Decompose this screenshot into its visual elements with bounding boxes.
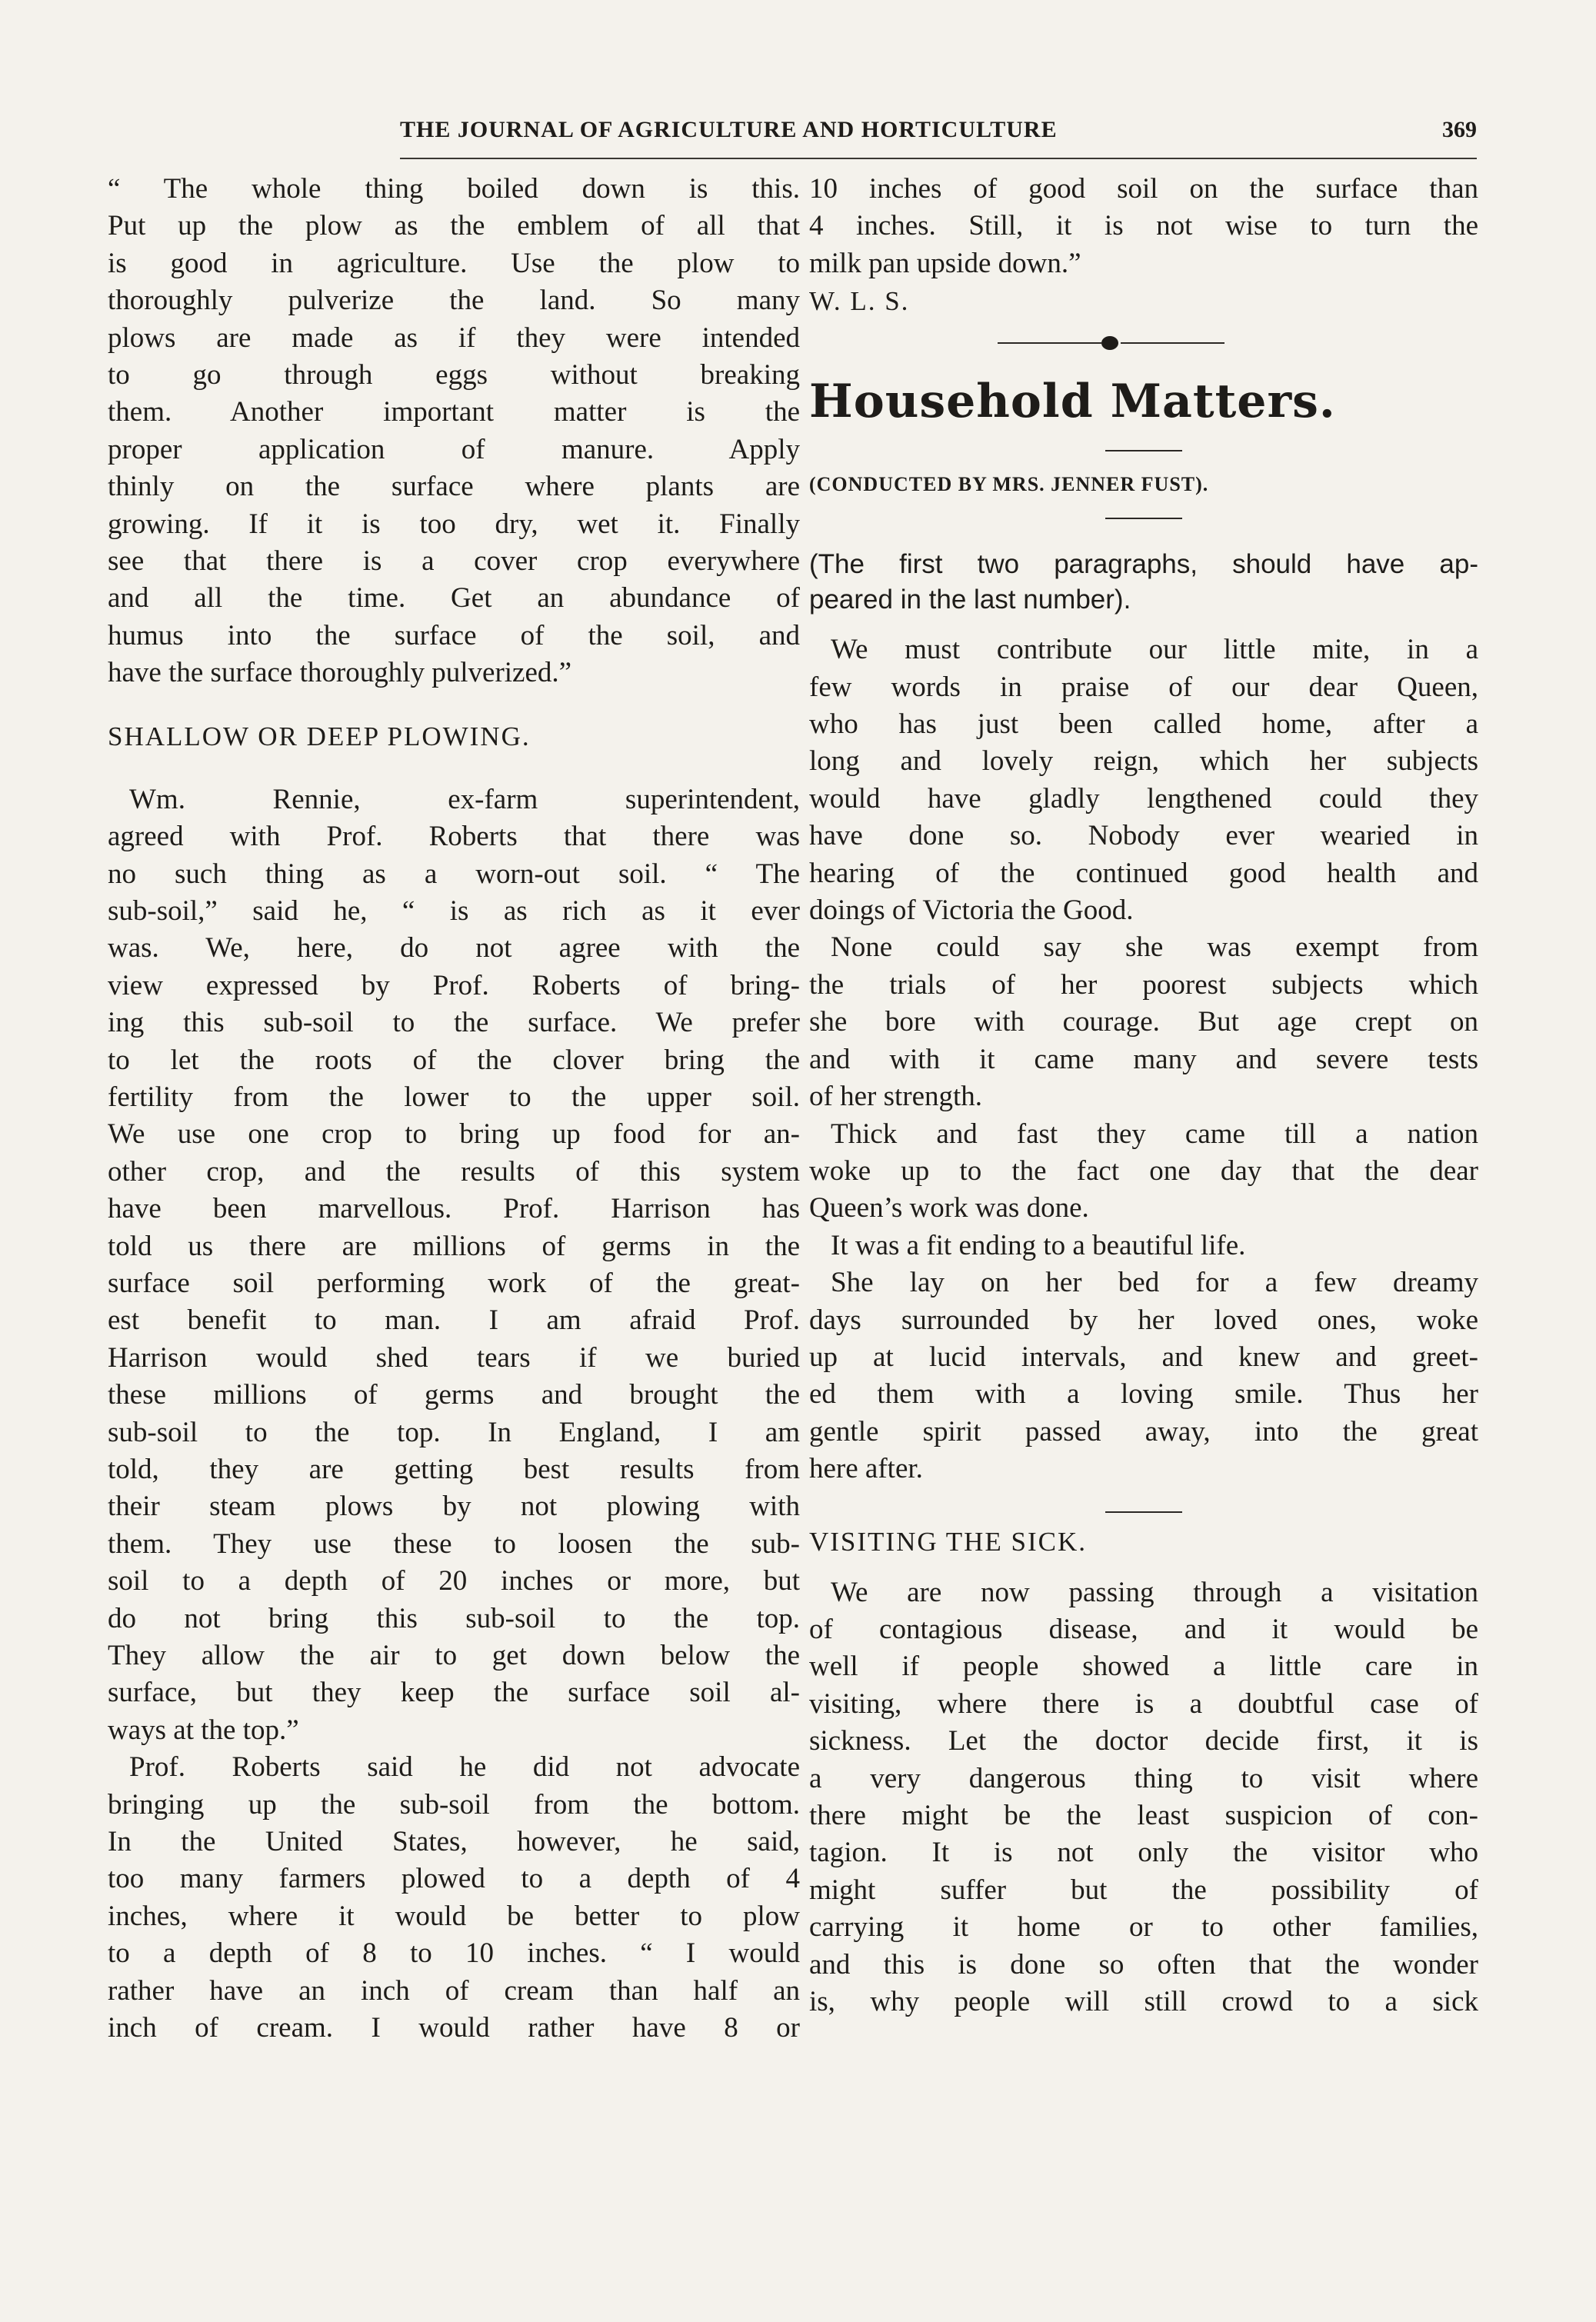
text-line: None could say she was exempt from	[831, 931, 1478, 964]
text-line: surface soil performing work of the great-	[108, 1267, 800, 1299]
text-line: (The first two paragraphs, should have ap-	[809, 549, 1478, 580]
text-line: is good in agriculture. Use the plow to	[108, 247, 800, 279]
text-line: have done so. Nobody ever wearied in	[809, 820, 1478, 852]
text-line: she bore with courage. But age crept on	[809, 1006, 1478, 1038]
text-line: “ The whole thing boiled down is this.	[108, 173, 800, 205]
text-line: might suffer but the possibility of	[809, 1874, 1478, 1906]
rennie-paragraph	[108, 781, 800, 1750]
conducted-by: (CONDUCTED BY MRS. JENNER FUST).	[809, 473, 1209, 496]
text-line: In the United States, however, he said,	[108, 1826, 800, 1858]
text-line: Wm. Rennie, ex-farm superintendent,	[129, 783, 800, 815]
text-line: of her strength.	[809, 1081, 983, 1113]
left-column	[108, 171, 800, 2047]
text-line: agreed with Prof. Roberts that there was	[108, 821, 800, 853]
text-line: We use one crop to bring up food for an-	[108, 1118, 800, 1151]
text-line: no such thing as a worn-out soil. “ The	[108, 858, 800, 890]
text-line: Prof. Roberts said he did not advocate	[129, 1751, 800, 1784]
queen-paragraph-1	[809, 631, 1478, 929]
text-line: proper application of manure. Apply	[108, 433, 800, 465]
text-line: doings of Victoria the Good.	[809, 894, 1134, 927]
text-line: a very dangerous thing to visit where	[809, 1762, 1478, 1794]
text-line: see that there is a cover crop everywhere	[108, 545, 800, 578]
section-heading-shallow-deep-plowing: SHALLOW OR DEEP PLOWING.	[108, 721, 531, 751]
queen-paragraph-4	[809, 1228, 1478, 1264]
text-line: tagion. It is not only the visitor who	[809, 1837, 1478, 1869]
text-line: thinly on the surface where plants are	[108, 471, 800, 503]
text-line: gentle spirit passed away, into the great	[809, 1415, 1478, 1448]
queen-paragraph-5	[809, 1264, 1478, 1487]
text-line: and all the time. Get an abundance of	[108, 582, 800, 615]
text-line: there might be the least suspicion of con-	[809, 1800, 1478, 1831]
running-header	[400, 117, 1477, 151]
text-line: She lay on her bed for a few dreamy	[831, 1267, 1478, 1299]
text-line: It was a fit ending to a beautiful life.	[831, 1229, 1246, 1261]
text-line: have been marvellous. Prof. Harrison has	[108, 1193, 800, 1225]
text-line: them. They use these to loosen the sub-	[108, 1527, 800, 1560]
section-heading-visiting-the-sick: VISITING THE SICK.	[809, 1526, 1088, 1557]
text-line: the trials of her poorest subjects which	[809, 968, 1478, 1001]
text-line: growing. If it is too dry, wet it. Finally	[108, 508, 800, 540]
intro-paragraph	[108, 171, 800, 692]
text-line: to go through eggs without breaking	[108, 359, 800, 391]
text-line: Harrison would shed tears if we buried	[108, 1341, 800, 1374]
text-line: told, they are getting best results from	[108, 1454, 800, 1485]
text-line: surface, but they keep the surface soil al-	[108, 1677, 800, 1709]
visiting-sick-paragraph	[809, 1574, 1478, 2021]
text-line: here after.	[809, 1453, 923, 1485]
text-line: sub-soil to the top. In England, I am	[108, 1416, 800, 1448]
text-line: plows are made as if they were intended	[108, 321, 800, 354]
text-line: hearing of the continued good health and	[809, 857, 1478, 889]
section-title-household-matters: Household Matters.	[809, 375, 1336, 429]
divider-rule	[1105, 1511, 1182, 1513]
text-line: was. We, here, do not agree with the	[108, 932, 800, 964]
continuation-paragraph	[809, 171, 1478, 282]
text-line: thoroughly pulverize the land. So many	[108, 285, 800, 317]
right-column	[809, 171, 1478, 2021]
text-line: sub-soil,” said he, “ is as rich as it ever	[108, 894, 800, 927]
text-line: Thick and fast they came till a nation	[831, 1118, 1478, 1150]
text-line: told us there are millions of germs in the	[108, 1230, 800, 1262]
journal-title: THE JOURNAL OF AGRICULTURE AND HORTICULTURE	[400, 117, 1058, 142]
text-line: 4 inches. Still, it is not wise to turn the	[809, 210, 1478, 242]
text-line: milk pan upside down.”	[809, 247, 1081, 279]
text-line: who has just been called home, after a	[809, 708, 1478, 741]
text-line: sickness. Let the doctor decide first, it is	[809, 1725, 1478, 1757]
text-line: We are now passing through a visitation	[831, 1576, 1478, 1608]
text-line: view expressed by Prof. Roberts of bring-	[108, 969, 800, 1001]
text-line: other crop, and the results of this system	[108, 1155, 800, 1188]
text-line: visiting, where there is a doubtful case of	[809, 1687, 1478, 1720]
header-rule	[400, 158, 1477, 159]
queen-paragraph-3	[809, 1116, 1478, 1228]
text-line: Queen’s work was done.	[809, 1192, 1089, 1224]
text-line: too many farmers plowed to a depth of 4	[108, 1863, 800, 1895]
text-line: to let the roots of the clover bring the	[108, 1044, 800, 1076]
text-line: their steam plows by not plowing with	[108, 1491, 800, 1523]
text-line: of contagious disease, and it would be	[809, 1613, 1478, 1645]
text-line: them. Another important matter is the	[108, 396, 800, 428]
text-line: do not bring this sub-soil to the top.	[108, 1602, 800, 1634]
text-line: and with it came many and severe tests	[809, 1043, 1478, 1075]
text-line: up at lucid intervals, and knew and greet-	[809, 1341, 1478, 1373]
page-number: 369	[1442, 117, 1477, 142]
text-line: Put up the plow as the emblem of all that	[108, 210, 800, 242]
roberts-paragraph	[108, 1749, 800, 2047]
text-line: would have gladly lengthened could they	[809, 782, 1478, 815]
text-line: est benefit to man. I am afraid Prof.	[108, 1304, 800, 1337]
text-line: humus into the surface of the soil, and	[108, 619, 800, 651]
text-line: have the surface thoroughly pulverized.”	[108, 657, 572, 689]
text-line: and this is done so often that the wonder	[809, 1948, 1478, 1981]
text-line: fertility from the lower to the upper soil.	[108, 1081, 800, 1113]
queen-paragraph-2	[809, 929, 1478, 1115]
text-line: these millions of germs and brought the	[108, 1379, 800, 1411]
text-line: inch of cream. I would rather have 8 or	[108, 2012, 800, 2044]
text-line: woke up to the fact one day that the dear	[809, 1154, 1478, 1187]
text-line: to a depth of 8 to 10 inches. “ I would	[108, 1937, 800, 1970]
text-line: inches, where it would be better to plow	[108, 1900, 800, 1932]
editorial-note	[809, 547, 1478, 618]
text-line: long and lovely reign, which her subjects	[809, 745, 1478, 778]
text-line: We must contribute our little mite, in a	[831, 634, 1478, 666]
text-line: is, why people will still crowd to a sick	[809, 1986, 1478, 2018]
text-line: days surrounded by her loved ones, woke	[809, 1304, 1478, 1336]
text-line: soil to a depth of 20 inches or more, but	[108, 1565, 800, 1597]
text-line: few words in praise of our dear Queen,	[809, 671, 1478, 703]
text-line: 10 inches of good soil on the surface than	[809, 173, 1478, 205]
divider-rule	[1105, 450, 1182, 451]
ornament-divider	[809, 321, 1478, 367]
text-line: peared in the last number).	[809, 585, 1131, 615]
text-line: carrying it home or to other families,	[809, 1911, 1478, 1944]
divider-rule	[1105, 518, 1182, 519]
text-line: ed them with a loving smile. Thus her	[809, 1378, 1478, 1411]
text-line: ing this sub-soil to the surface. We prefer	[108, 1007, 800, 1039]
text-line: They allow the air to get down below the	[108, 1640, 800, 1672]
author-signature: W. L. S.	[809, 286, 910, 317]
text-line: well if people showed a little care in	[809, 1651, 1478, 1683]
text-line: rather have an inch of cream than half an	[108, 1974, 800, 2007]
text-line: ways at the top.”	[108, 1714, 299, 1746]
text-line: bringing up the sub-soil from the bottom.	[108, 1788, 800, 1821]
